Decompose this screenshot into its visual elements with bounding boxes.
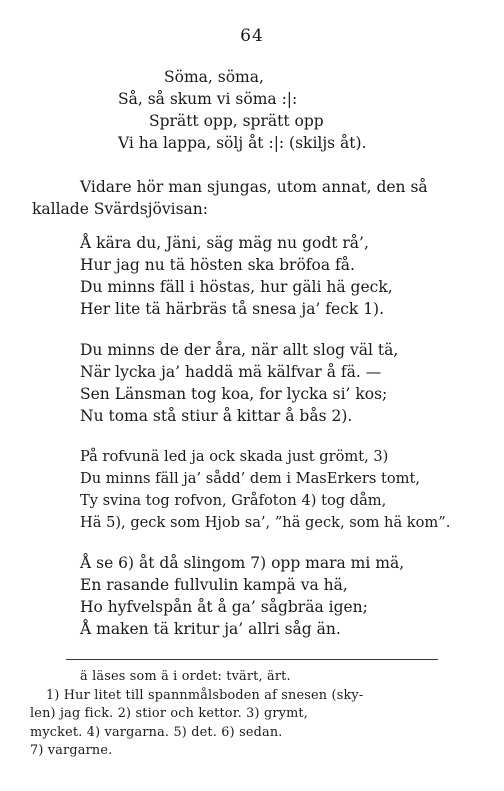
stanza-1 xyxy=(118,66,367,154)
verse-line: Så, så skum vi söma :|: xyxy=(118,90,298,108)
verse-line: Du minns fäll ja’ sådd’ dem i MasErkers tomt, xyxy=(80,470,421,487)
verse-line: På rofvunä led ja ock skada just grömt, 3) xyxy=(80,448,389,465)
verse-line: Nu toma stå stiur å kittar å bås 2). xyxy=(80,407,353,425)
footnote-line: len) jag fick. 2) stior och kettor. 3) grymt, xyxy=(30,706,309,721)
verse-line: Vi ha lappa, sölj åt :|: (skiljs åt). xyxy=(118,134,367,152)
stanza-3 xyxy=(80,339,398,427)
intro-paragraph xyxy=(32,176,478,220)
verse-line: Å maken tä kritur ja’ allri såg än. xyxy=(80,620,341,638)
footnotes xyxy=(30,668,480,761)
verse-line: Söma, söma, xyxy=(164,68,264,86)
verse-line: När lycka ja’ haddä mä kälfvar å fä. — xyxy=(80,363,382,381)
stanza-2 xyxy=(80,232,393,320)
footnote-line: mycket. 4) vargarna. 5) det. 6) sedan. xyxy=(30,724,283,740)
stanza-5 xyxy=(80,552,404,640)
paragraph-line: Vidare hör man sjungas, utom annat, den så xyxy=(80,178,428,196)
verse-line: Ty svina tog rofvon, Gråfoton 4) tog dåm, xyxy=(80,492,387,509)
verse-line: Hur jag nu tä hösten ska bröfoa få. xyxy=(80,256,355,274)
verse-line: Her lite tä härbräs tå snesa ja’ feck 1). xyxy=(80,300,385,318)
verse-line: En rasande fullvulin kampä va hä, xyxy=(80,576,348,594)
stanza-4 xyxy=(80,446,450,534)
footnote-divider xyxy=(66,659,438,660)
verse-line: Hä 5), geck som Hjob sa’, ”hä geck, som hä kom”. xyxy=(80,514,451,531)
paragraph-line: kallade Svärdsjövisan: xyxy=(32,200,208,218)
footnote-line: 1) Hur litet till spannmålsboden af snesen (sky- xyxy=(46,687,364,703)
footnote-line: 7) vargarne. xyxy=(30,743,113,758)
footnote-line: ä läses som ä i ordet: tvärt, ärt. xyxy=(80,669,291,684)
verse-line: Du minns de der åra, när allt slog väl tä, xyxy=(80,341,399,359)
verse-line: Å kära du, Jäni, säg mäg nu godt rå’, xyxy=(80,234,369,252)
page-number: 64 xyxy=(240,26,264,46)
verse-line: Sen Länsman tog koa, for lycka si’ kos; xyxy=(80,385,388,403)
verse-line: Sprätt opp, sprätt opp xyxy=(149,112,324,130)
verse-line: Du minns fäll i höstas, hur gäli hä geck, xyxy=(80,278,393,296)
verse-line: Å se 6) åt då slingom 7) opp mara mi mä, xyxy=(80,554,405,572)
verse-line: Ho hyfvelspån åt å ga’ sågbräa igen; xyxy=(80,598,368,616)
